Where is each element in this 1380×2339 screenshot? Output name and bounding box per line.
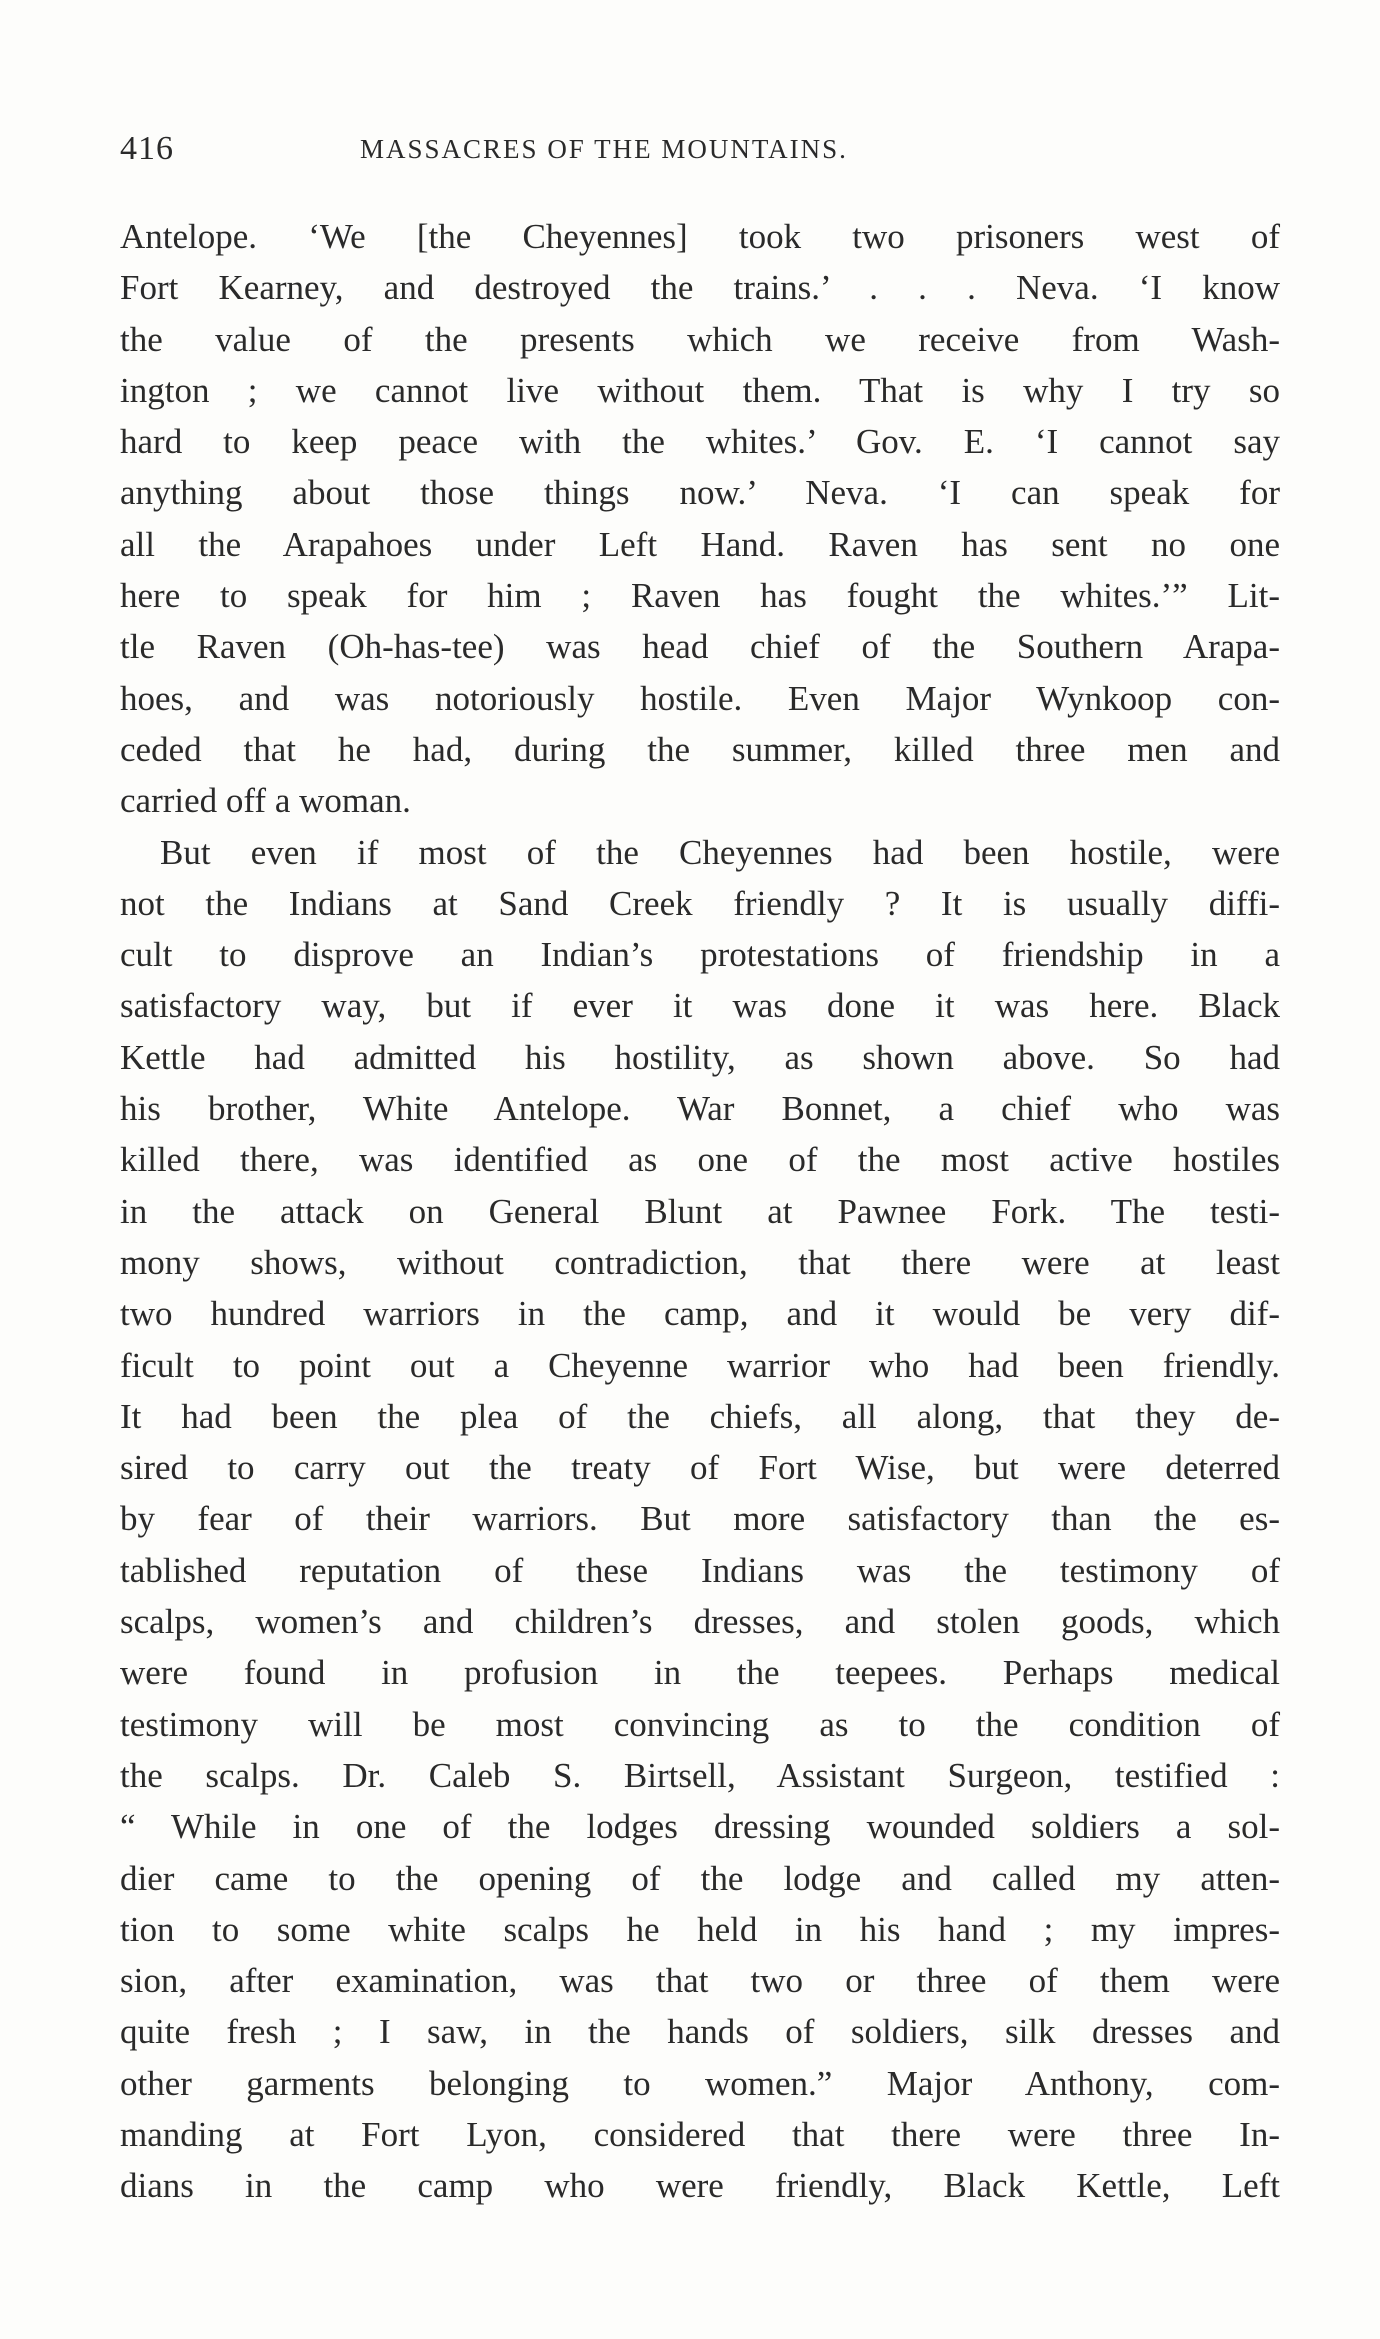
text-line: quite fresh ; I saw, in the hands of soldiers, silk dresses and: [120, 2012, 1280, 2052]
text-line: in the attack on General Blunt at Pawnee Fork. The testi-: [120, 1191, 1280, 1231]
text-line: Fort Kearney, and destroyed the trains.’ . . . Neva. ‘I know: [120, 268, 1280, 308]
text-line: sion, after examination, was that two or three of them were: [120, 1961, 1280, 2001]
running-title: MASSACRES OF THE MOUNTAINS.: [360, 134, 848, 164]
text-line: carried off a woman.: [120, 781, 411, 821]
text-line: Antelope. ‘We [the Cheyennes] took two prisoners west of: [120, 217, 1280, 256]
text-line: by fear of their warriors. But more satisfactory than the es-: [120, 1499, 1280, 1539]
text-line: anything about those things now.’ Neva. ‘I can speak for: [120, 473, 1280, 513]
page-number: 416: [120, 130, 174, 167]
text-line: mony shows, without contradiction, that there were at least: [120, 1242, 1280, 1282]
text-line: all the Arapahoes under Left Hand. Raven has sent no one: [120, 524, 1280, 564]
text-line: tion to some white scalps he held in his hand ; my impres-: [120, 1909, 1280, 1949]
text-line: satisfactory way, but if ever it was done it was here. Black: [120, 986, 1280, 1026]
text-line: not the Indians at Sand Creek friendly ? It is usually diffi-: [120, 883, 1280, 923]
text-line: the scalps. Dr. Caleb S. Birtsell, Assistant Surgeon, testified :: [120, 1755, 1280, 1795]
text-line: testimony will be most convincing as to the condition of: [120, 1704, 1280, 1744]
text-line: dians in the camp who were friendly, Black Kettle, Left: [120, 2166, 1280, 2206]
text-line: Kettle had admitted his hostility, as shown above. So had: [120, 1037, 1280, 1077]
text-line: sired to carry out the treaty of Fort Wise, but were deterred: [120, 1448, 1280, 1488]
text-line: tablished reputation of these Indians was the testimony of: [120, 1550, 1280, 1590]
text-line: other garments belonging to women.” Major Anthony, com-: [120, 2063, 1280, 2103]
text-line: the value of the presents which we receive from Wash-: [120, 319, 1280, 359]
text-line: two hundred warriors in the camp, and it would be very dif-: [120, 1294, 1280, 1334]
text-line: tle Raven (Oh-has-tee) was head chief of the Southern Arapa-: [120, 627, 1280, 667]
text-line: were found in profusion in the teepees. Perhaps medical: [120, 1653, 1280, 1693]
text-line: ington ; we cannot live without them. That is why I try so: [120, 370, 1280, 410]
text-line: ficult to point out a Cheyenne warrior who had been friendly.: [120, 1345, 1280, 1385]
text-line: his brother, White Antelope. War Bonnet, a chief who was: [120, 1089, 1280, 1129]
body-text: [120, 211, 1280, 2212]
text-line: It had been the plea of the chiefs, all along, that they de-: [120, 1396, 1280, 1436]
text-line: dier came to the opening of the lodge and called my atten-: [120, 1858, 1280, 1898]
text-line: hard to keep peace with the whites.’ Gov. E. ‘I cannot say: [120, 422, 1280, 462]
text-line: “ While in one of the lodges dressing wounded soldiers a sol-: [120, 1807, 1280, 1847]
text-line: But even if most of the Cheyennes had been hostile, were: [160, 832, 1280, 872]
running-head: [120, 130, 1280, 178]
text-line: here to speak for him ; Raven has fought the whites.’” Lit-: [120, 576, 1280, 616]
text-line: manding at Fort Lyon, considered that there were three In-: [120, 2114, 1280, 2154]
text-line: ceded that he had, during the summer, killed three men and: [120, 729, 1280, 769]
text-line: cult to disprove an Indian’s protestations of friendship in a: [120, 935, 1280, 975]
text-line: scalps, women’s and children’s dresses, and stolen goods, which: [120, 1602, 1280, 1642]
text-line: killed there, was identified as one of the most active hostiles: [120, 1140, 1280, 1180]
text-line: hoes, and was notoriously hostile. Even Major Wynkoop con-: [120, 678, 1280, 718]
